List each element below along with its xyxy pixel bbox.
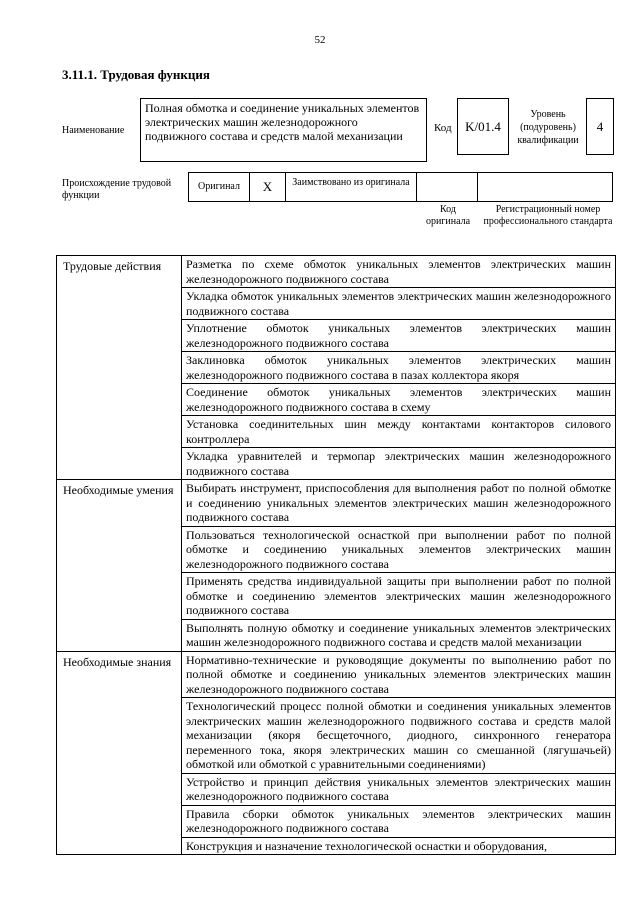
origin-row [188,172,616,202]
table-cell: Пользоваться технологической оснасткой при выполнении работ по полной обмотке и соединению уникальных элементов электрических машин железнодорожного подвижного состава [182,526,616,573]
origin-label: Происхождение трудовой функции [62,178,172,201]
section-title-required-skills: Необходимые умения [57,480,182,652]
table-cell: Выполнять полную обмотку и соединение уникальных элементов электрических машин железнодорожного подвижного состава и средств малой механизации [182,619,616,651]
table-cell: Технологический процесс полной обмотки и соединения уникальных элементов электрических машин железнодорожного подвижного состава и средств малой механизации (якоря бесщеточного, диодного, синхронного генератора переменного тока, якоря электрических машин со смешанной (лягушачьей) обмоткой или обмоткой с уравнительными соединениями) [182,698,616,774]
table-cell: Конструкция и назначение технологической оснастки и оборудования, [182,837,616,855]
table-cell: Заклиновка обмоток уникальных элементов электрических машин железнодорожного подвижного состава в пазах коллектора якоря [182,352,616,384]
qualification-level-label: Уровень (подуровень) квалификации [517,109,579,146]
table-cell: Установка соединительных шин между контактами контакторов силового контроллера [182,416,616,448]
qualification-level-field: 4 [586,98,614,155]
function-name-field: Полная обмотка и соединение уникальных элементов электрических машин железнодорожного подвижного состава и средств малой механизации [140,98,427,162]
table-row [57,256,616,288]
table-cell: Укладка уравнителей и термопар электрических машин железнодорожного подвижного состава [182,448,616,480]
function-details-table [56,255,616,855]
original-label: Оригинал [188,172,250,202]
code-label: Код [434,122,452,134]
registration-number-cell [477,172,613,202]
section-title-labor-actions: Трудовые действия [57,256,182,480]
table-cell: Укладка обмоток уникальных элементов электрических машин железнодорожного подвижного состава [182,288,616,320]
original-code-caption: Код оригинала [425,204,471,227]
table-cell: Уплотнение обмоток уникальных элементов электрических машин железнодорожного подвижного состава [182,320,616,352]
original-mark: X [249,172,286,202]
table-cell: Разметка по схеме обмоток уникальных элементов электрических машин железнодорожного подвижного состава [182,256,616,288]
table-cell: Правила сборки обмоток уникальных элементов электрических машин железнодорожного подвижного состава [182,805,616,837]
table-cell: Применять средства индивидуальной защиты при выполнении работ по полной обмотке и соединению элементов электрических машин железнодорожного подвижного состава [182,573,616,620]
table-row [57,480,616,527]
table-row [57,651,616,698]
registration-number-caption: Регистрационный номер профессионального стандарта [483,204,613,227]
table-cell: Устройство и принцип действия уникальных элементов электрических машин железнодорожного подвижного состава [182,773,616,805]
borrowed-label: Заимствовано из оригинала [285,172,417,202]
section-title-required-knowledge: Необходимые знания [57,651,182,855]
name-label: Наименование [62,125,125,136]
page-number: 52 [314,34,326,46]
original-code-cell [416,172,478,202]
table-cell: Выбирать инструмент, приспособления для выполнения работ по полной обмотке и соединению уникальных элементов электрических машин железнодорожного подвижного состава [182,480,616,527]
code-field: K/01.4 [457,98,509,155]
table-cell: Соединение обмоток уникальных элементов электрических машин железнодорожного подвижного состава в схему [182,384,616,416]
section-title: 3.11.1. Трудовая функция [62,67,210,82]
table-cell: Нормативно-технические и руководящие документы по выполнению работ по полной обмотке и соединению уникальных элементов электрических машин железнодорожного подвижного состава [182,651,616,698]
